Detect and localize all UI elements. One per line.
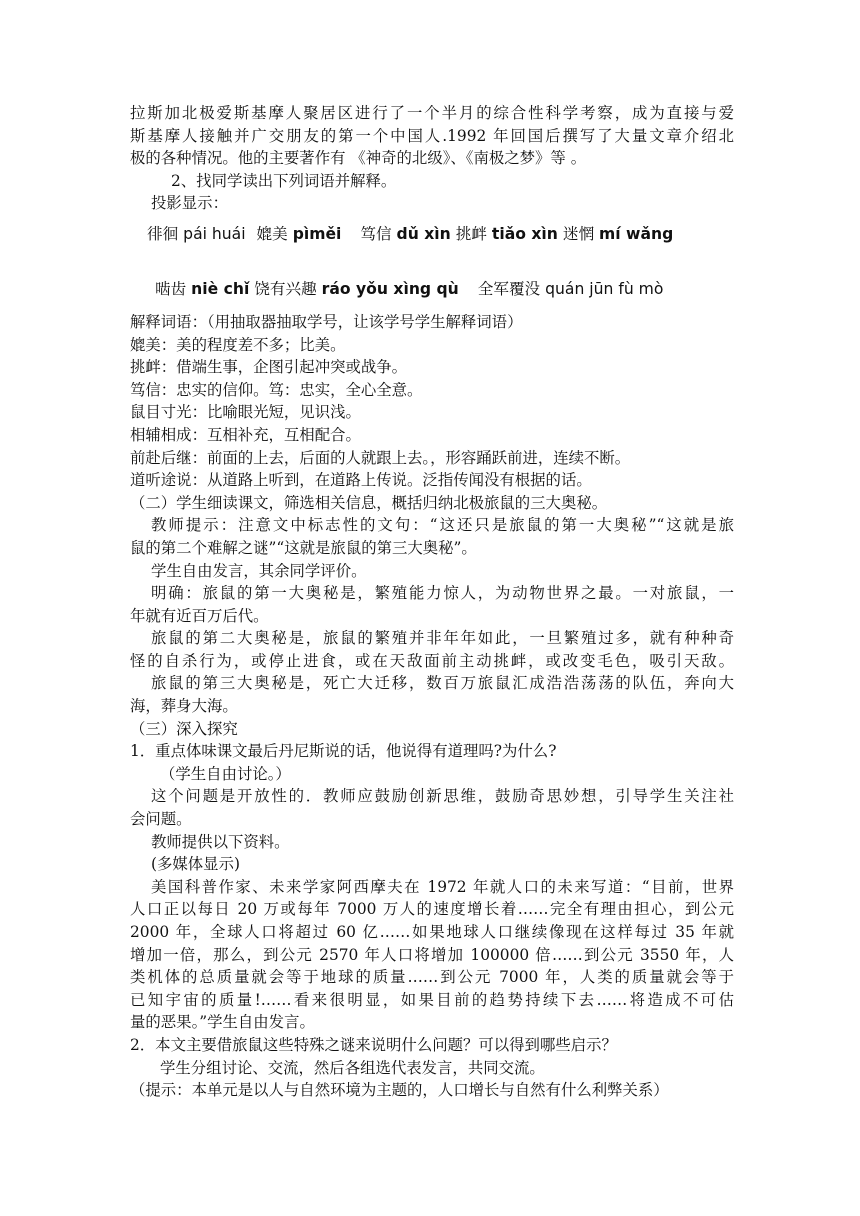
quote-line: 类机体的总质量就会等于地球的质量……到公元 7000 年，人类的质量就会等于 [130,968,734,987]
vocab-term: 挑衅 [455,224,487,243]
projection-label: 投影显示： [151,194,228,213]
question-line: 2．本文主要借旅鼠这些特殊之谜来说明什么问题？可以得到哪些启示？ [130,1035,617,1054]
vocab-pinyin: pái huái [183,224,246,243]
document-body [130,102,734,1102]
section-heading: （二）学生细读课文，筛选相关信息，概括归纳北极旅鼠的三大奥秘。 [130,493,608,512]
vocab-pinyin: mí wǎng [599,224,674,243]
paragraph-line: 这个问题是开放性的．教师应鼓励创新思维，鼓励奇思妙想，引导学生关注社 [151,787,734,806]
vocab-term: 饶有兴趣 [254,279,317,298]
question-line: 1．重点体味课文最后丹尼斯说的话，他说得有道理吗?为什么? [130,742,557,761]
quote-line: 量的恶果。”学生自由发言。 [130,1013,315,1032]
vocab-pinyin: ráo yǒu xìng qù [321,279,459,298]
vocab-pinyin: dǔ xìn [396,224,451,243]
vocab-term: 全军覆没 [477,279,541,298]
definition-line: 相辅相成：互相补充，互相配合。 [130,425,361,444]
question-note: （学生自由讨论。） [160,764,291,783]
question-note: 学生分组讨论、交流，然后各组选代表发言，共同交流。 [160,1058,545,1077]
definition-line: 前赴后继：前面的上去，后面的人就跟上去。，形容踊跃前进，连续不断。 [130,448,631,467]
paragraph-line: 拉斯加北极爱斯基摩人聚居区进行了一个半月的综合性科学考察，成为直接与爱 [130,104,734,122]
paragraph-line: 旅鼠的第二大奥秘是，旅鼠的繁殖并非年年如此，一旦繁殖过多，就有种种奇 [151,629,734,648]
vocab-pinyin: tiǎo xìn [491,224,558,243]
vocab-pinyin: pìměi [292,224,342,243]
task-instruction: 2、找同学读出下列词语并解释。 [171,171,397,190]
explain-intro: 解释词语：（用抽取器抽取学号，让该学号学生解释词语） [130,312,523,331]
vocab-term: 迷惘 [562,224,595,243]
paragraph-line: 会问题。 [130,810,192,829]
paragraph-line: 学生自由发言，其余同学评价。 [151,561,367,580]
definition-line: 挑衅：借端生事，企图引起冲突或战争。 [130,358,408,377]
vocab-term: 媲美 [256,224,288,243]
quote-line: 已知宇宙的质量!……看来很明显，如果目前的趋势持续下去……将造成不可估 [130,990,734,1009]
definition-line: 鼠目寸光：比喻眼光短，见识浅。 [130,403,361,422]
paragraph-line: 怪的自杀行为，或停止进食，或在天敌面前主动挑衅，或改变毛色，吸引天敌。 [130,651,734,670]
definition-line: 媲美：美的程度差不多；比美。 [130,335,346,354]
section-heading: （三）深入探究 [130,719,238,738]
quote-line: 2000 年，全球人口将超过 60 亿……如果地球人口继续像现在这样每过 35 年就 [130,923,734,941]
vocab-pinyin: quán jūn fù mò [545,279,664,298]
paragraph-line: 年就有近百万后代。 [130,606,269,625]
paragraph-line: 教师提供以下资料。 [151,832,290,851]
paragraph-line: 极的各种情况。他的主要著作有 《神奇的北级》、《南极之梦》等 。 [130,149,587,168]
paragraph-line: 明确：旅鼠的第一大奥秘是，繁殖能力惊人，为动物世界之最。一对旅鼠，一 [151,584,734,603]
quote-line: 美国科普作家、未来学家阿西摩夫在 1972 年就人口的未来写道：“目前，世界 [151,877,734,896]
vocab-row [130,217,734,251]
definition-line: 笃信：忠实的信仰。笃：忠实，全心全意。 [130,380,423,399]
paragraph-line: 教师提示：注意文中标志性的文句：“这还只是旅鼠的第一大奥秘”“这就是旅 [151,516,734,535]
vocab-pinyin: niè chǐ [191,279,250,298]
vocab-term: 笃信 [360,224,392,243]
paragraph-line: 鼠的第二个难解之谜”“这就是旅鼠的第三大奥秘”。 [130,538,477,557]
vocab-row [130,272,734,306]
paragraph-line: 旅鼠的第三大奥秘是，死亡大迁移，数百万旅鼠汇成浩浩荡荡的队伍，奔向大 [151,674,734,693]
vocab-term: 啮齿 [155,279,187,298]
hint-line: （提示：本单元是以人与自然环境为主题的，人口增长与自然有什么利弊关系） [130,1081,669,1100]
quote-line: 人口正以每日 20 万或每年 7000 万人的速度增长着……完全有理由担心，到公元 [130,900,734,919]
paragraph-line: 斯基摩人接触并广交朋友的第一个中国人.1992 年回国后撰写了大量文章介绍北 [130,126,734,145]
quote-line: 增加一倍，那么，到公元 2570 年人口将增加 100000 倍……到公元 3550 年，人 [130,945,734,964]
vocab-term: 徘徊 [147,224,179,243]
definition-line: 道听途说：从道路上听到，在道路上传说。泛指传闻没有根据的话。 [130,471,592,490]
paragraph-line: (多媒体显示) [151,855,240,874]
paragraph-line: 海，葬身大海。 [130,697,238,716]
